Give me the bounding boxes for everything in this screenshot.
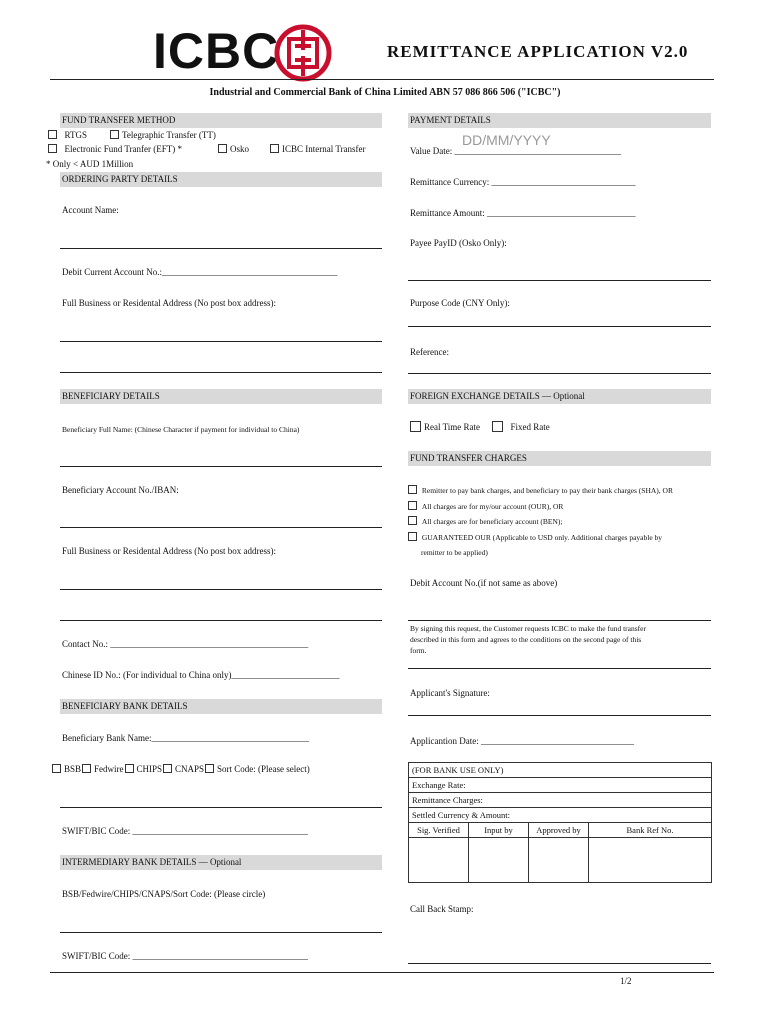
beneficiary-account-label: Beneficiary Account No./IBAN:	[62, 485, 179, 495]
sha-checkbox[interactable]	[408, 485, 417, 494]
payee-payid-label: Payee PayID (Osko Only):	[410, 238, 507, 248]
signature-field[interactable]	[408, 715, 711, 716]
beneficiary-heading: BENEFICIARY DETAILS	[60, 389, 382, 404]
charge-guaranteed-note: remitter to be applied)	[421, 548, 488, 557]
payee-payid-field[interactable]	[408, 280, 711, 281]
internal-checkbox[interactable]	[270, 144, 279, 153]
ben-checkbox[interactable]	[408, 516, 417, 525]
debit-account-field[interactable]: Debit Current Account No.:_______________________________________	[62, 267, 338, 277]
rtgs-checkbox[interactable]	[48, 130, 57, 139]
charge-ben-option[interactable]: All charges are for beneficiary account (BEN);	[408, 516, 563, 527]
bank-use-table	[408, 762, 712, 883]
ordering-party-heading: ORDERING PARTY DETAILS	[60, 172, 382, 187]
chips-checkbox[interactable]	[125, 764, 134, 773]
sig-verified-cell	[409, 838, 469, 883]
real-time-rate-option[interactable]: Real Time Rate	[410, 421, 480, 433]
footer-divider	[50, 972, 714, 973]
value-date-placeholder: DD/MM/YYYY	[462, 132, 551, 148]
page-title: REMITTANCE APPLICATION V2.0	[387, 42, 689, 61]
our-checkbox[interactable]	[408, 501, 417, 510]
beneficiary-bank-heading: BENEFICIARY BANK DETAILS	[60, 699, 382, 714]
fund-transfer-method-heading: FUND TRANSFER METHOD	[60, 113, 382, 128]
intermediary-codes-label: BSB/Fedwire/CHIPS/CNAPS/Sort Code: (Please circle)	[62, 889, 266, 899]
real-time-rate-checkbox[interactable]	[410, 421, 421, 432]
application-date-field[interactable]: Applicantion Date: __________________________________	[410, 736, 634, 746]
purpose-code-label: Purpose Code (CNY Only):	[410, 298, 510, 308]
rtgs-option[interactable]: RTGS	[48, 130, 87, 141]
col-input-by: Input by	[469, 823, 529, 838]
input-by-cell	[469, 838, 529, 883]
beneficiary-address-line-2[interactable]	[60, 620, 382, 621]
account-name-field[interactable]	[60, 248, 382, 249]
header-divider	[50, 79, 714, 80]
tt-checkbox[interactable]	[110, 130, 119, 139]
icbc-logo-icon	[274, 24, 332, 82]
osko-option[interactable]: Osko	[218, 144, 249, 155]
beneficiary-name-label: Beneficiary Full Name: (Chinese Character if payment for individual to China)	[62, 425, 300, 434]
account-name-label: Account Name:	[62, 205, 119, 215]
page-subtitle: Industrial and Commercial Bank of China Limited ABN 57 086 866 506 ("ICBC")	[209, 87, 561, 98]
intermediary-swift-field[interactable]: SWIFT/BIC Code: _______________________________________	[62, 951, 309, 961]
fixed-rate-option[interactable]: Fixed Rate	[492, 421, 550, 433]
eft-note: * Only < AUD 1Million	[46, 159, 134, 169]
intermediary-codes-field[interactable]	[60, 932, 382, 933]
charge-guaranteed-option[interactable]: GUARANTEED OUR (Applicable to USD only. Additional charges payable by	[408, 532, 662, 543]
call-back-stamp-field	[408, 963, 711, 964]
internal-option[interactable]: ICBC Internal Transfer	[270, 144, 366, 155]
contact-field[interactable]: Contact No.: ____________________________________________	[62, 639, 309, 649]
bank-use-heading: (FOR BANK USE ONLY)	[409, 763, 712, 778]
logo-text: ICBC	[153, 23, 280, 79]
value-date-field[interactable]: Value Date: _____________________________________	[410, 146, 621, 156]
remittance-currency-field[interactable]: Remittance Currency: ________________________________	[410, 177, 636, 187]
intermediary-bank-heading: INTERMEDIARY BANK DETAILS — Optional	[60, 855, 382, 870]
signing-statement-3: form.	[410, 646, 427, 655]
reference-field[interactable]	[408, 373, 711, 374]
fixed-rate-checkbox[interactable]	[492, 421, 503, 432]
signing-statement-1: By signing this request, the Customer requests ICBC to make the fund transfer	[410, 624, 647, 633]
guaranteed-checkbox[interactable]	[408, 532, 417, 541]
charges-heading: FUND TRANSFER CHARGES	[408, 451, 711, 466]
payment-details-heading: PAYMENT DETAILS	[408, 113, 711, 128]
signing-statement-2: described in this form and agrees to the conditions on the second page of this	[410, 635, 642, 644]
bank-code-field[interactable]	[60, 807, 382, 808]
page-number: 1/2	[620, 976, 632, 986]
bsb-checkbox[interactable]	[52, 764, 61, 773]
beneficiary-account-field[interactable]	[60, 527, 382, 528]
fedwire-checkbox[interactable]	[82, 764, 91, 773]
remittance-charges-cell: Remittance Charges:	[409, 793, 712, 808]
purpose-code-field[interactable]	[408, 326, 711, 327]
bank-ref-cell	[589, 838, 712, 883]
col-sig-verified: Sig. Verified	[409, 823, 469, 838]
bank-name-field[interactable]: Beneficiary Bank Name:___________________________________	[62, 733, 309, 743]
eft-option[interactable]: Electronic Fund Tranfer (EFT) *	[48, 144, 182, 155]
beneficiary-address-label: Full Business or Residental Address (No post box address):	[62, 546, 276, 556]
ordering-address-line-1[interactable]	[60, 341, 382, 342]
charge-sha-option[interactable]: Remitter to pay bank charges, and beneficiary to pay their bank charges (SHA), OR	[408, 485, 673, 496]
charges-debit-account-field[interactable]	[408, 620, 711, 621]
call-back-stamp-label: Call Back Stamp:	[410, 904, 474, 914]
chinese-id-field[interactable]: Chinese ID No.: (For individual to China only)________________________	[62, 670, 340, 680]
ordering-address-line-2[interactable]	[60, 372, 382, 373]
sort-code-checkbox[interactable]	[205, 764, 214, 773]
bank-code-options: BSB Fedwire CHIPS CNAPS Sort Code: (Please select)	[52, 764, 310, 775]
charges-debit-account-label: Debit Account No.(if not same as above)	[410, 578, 558, 588]
cnaps-checkbox[interactable]	[163, 764, 172, 773]
reference-label: Reference:	[410, 347, 449, 357]
col-approved-by: Approved by	[529, 823, 589, 838]
remittance-amount-field[interactable]: Remittance Amount: _________________________________	[410, 208, 636, 218]
signature-label: Applicant's Signature:	[410, 688, 490, 698]
signing-divider	[408, 668, 711, 669]
exchange-rate-cell: Exchange Rate:	[409, 778, 712, 793]
col-bank-ref: Bank Ref No.	[589, 823, 712, 838]
eft-checkbox[interactable]	[48, 144, 57, 153]
fx-heading: FOREIGN EXCHANGE DETAILS — Optional	[408, 389, 711, 404]
beneficiary-name-field[interactable]	[60, 466, 382, 467]
tt-option[interactable]: Telegraphic Transfer (TT)	[110, 130, 216, 141]
ordering-address-label: Full Business or Residental Address (No post box address):	[62, 298, 276, 308]
osko-checkbox[interactable]	[218, 144, 227, 153]
settled-amount-cell: Settled Currency & Amount:	[409, 808, 712, 823]
approved-by-cell	[529, 838, 589, 883]
beneficiary-address-line-1[interactable]	[60, 589, 382, 590]
charge-our-option[interactable]: All charges are for my/our account (OUR), OR	[408, 501, 563, 512]
swift-field[interactable]: SWIFT/BIC Code: _______________________________________	[62, 826, 309, 836]
